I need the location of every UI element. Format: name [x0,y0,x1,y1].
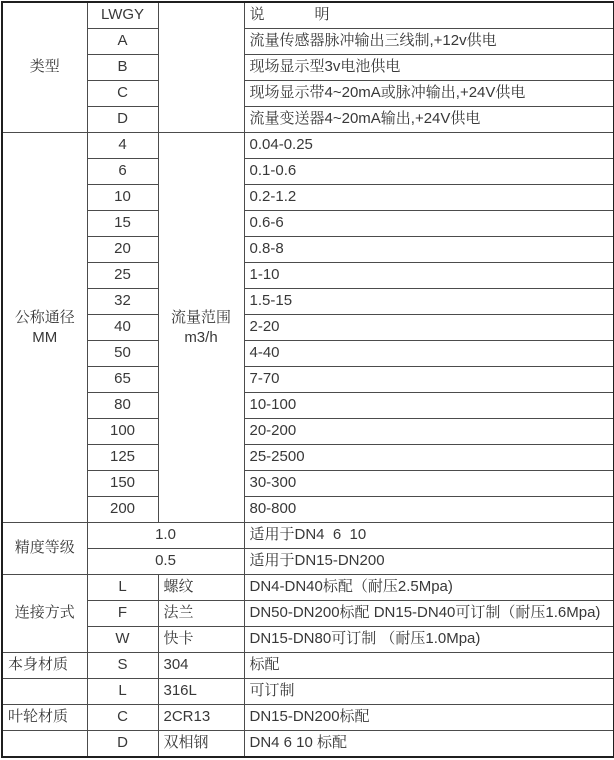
connection-code: F [87,601,158,627]
type-desc: 现场显示带4~20mA或脉冲输出,+24V供电 [244,81,614,107]
body-material-section-label: 本身材质 [2,653,87,679]
table-row [2,2,614,29]
table-row [2,211,614,237]
table-row [2,497,614,523]
body-material-code: L [87,679,158,705]
dn-value: 80 [87,393,158,419]
table-row [2,601,614,627]
connection-name: 法兰 [158,601,244,627]
flow-range-value: 0.8-8 [244,237,614,263]
flow-range-value: 0.1-0.6 [244,159,614,185]
table-row [2,419,614,445]
flow-range-value: 0.6-6 [244,211,614,237]
impeller-material-desc: DN15-DN200标配 [244,705,614,731]
accuracy-value: 1.0 [87,523,244,549]
flow-range-value: 4-40 [244,341,614,367]
body-material-desc: 标配 [244,653,614,679]
table-row [2,107,614,133]
flow-range-value: 10-100 [244,393,614,419]
impeller-material-name: 双相钢 [158,731,244,758]
flow-range-value: 0.04-0.25 [244,133,614,159]
diameter-label-line2: MM [32,328,58,346]
body-material-code: S [87,653,158,679]
connection-name: 螺纹 [158,575,244,601]
connection-desc: DN50-DN200标配 DN15-DN40可订制（耐压1.6Mpa) [244,601,614,627]
table-row [2,575,614,601]
flow-range-value: 80-800 [244,497,614,523]
table-row [2,679,614,705]
flow-range-value: 30-300 [244,471,614,497]
dn-value: 32 [87,289,158,315]
connection-code: W [87,627,158,653]
table-row [2,81,614,107]
impeller-material-empty-label [2,731,87,758]
dn-value: 50 [87,341,158,367]
dn-value: 150 [87,471,158,497]
table-row [2,237,614,263]
connection-section-label: 连接方式 [2,575,87,653]
table-row [2,705,614,731]
impeller-material-name: 2CR13 [158,705,244,731]
table-row [2,133,614,159]
body-material-empty-label [2,679,87,705]
table-row [2,315,614,341]
table-row [2,341,614,367]
dn-value: 125 [87,445,158,471]
table-row [2,159,614,185]
table-row [2,393,614,419]
table-row [2,445,614,471]
body-material-desc: 可订制 [244,679,614,705]
type-code: B [87,55,158,81]
flow-range-value: 7-70 [244,367,614,393]
flow-range-header [158,133,244,523]
impeller-material-section-label: 叶轮材质 [2,705,87,731]
flow-range-value: 2-20 [244,315,614,341]
dn-value: 4 [87,133,158,159]
type-section-label: 类型 [2,2,87,133]
table-row [2,289,614,315]
flow-range-value: 20-200 [244,419,614,445]
accuracy-desc: 适用于DN15-DN200 [244,549,614,575]
diameter-label-line1: 公称通径 [14,308,75,326]
connection-desc: DN15-DN80可订制 （耐压1.0Mpa) [244,627,614,653]
connection-code: L [87,575,158,601]
impeller-material-code: C [87,705,158,731]
type-code: A [87,29,158,55]
type-desc: 流量传感器脉冲输出三线制,+12v供电 [244,29,614,55]
table-row [2,263,614,289]
table-row [2,367,614,393]
table-row [2,627,614,653]
table-row [2,29,614,55]
type-code: D [87,107,158,133]
table-row [2,185,614,211]
flow-range-label-line1: 流量范围 [170,308,231,326]
dn-value: 10 [87,185,158,211]
flow-range-value: 25-2500 [244,445,614,471]
table-row [2,523,614,549]
accuracy-section-label: 精度等级 [2,523,87,575]
model-code-header: LWGY [87,2,158,29]
dn-value: 65 [87,367,158,393]
table-row [2,549,614,575]
impeller-material-code: D [87,731,158,758]
dn-value: 25 [87,263,158,289]
dn-value: 40 [87,315,158,341]
table-row [2,653,614,679]
body-material-name: 316L [158,679,244,705]
accuracy-value: 0.5 [87,549,244,575]
connection-desc: DN4-DN40标配（耐压2.5Mpa) [244,575,614,601]
flow-range-value: 0.2-1.2 [244,185,614,211]
type-code: C [87,81,158,107]
dn-value: 15 [87,211,158,237]
dn-value: 100 [87,419,158,445]
body-material-name: 304 [158,653,244,679]
accuracy-desc: 适用于DN4 6 10 [244,523,614,549]
empty-spacer-cell [158,2,244,133]
type-desc: 流量变送器4~20mA输出,+24V供电 [244,107,614,133]
impeller-material-desc: DN4 6 10 标配 [244,731,614,758]
table-row [2,471,614,497]
table-row [2,55,614,81]
flow-meter-spec-table [1,1,614,758]
flow-range-label-line2: m3/h [184,328,218,346]
description-header: 说 明 [244,2,614,29]
flow-range-value: 1-10 [244,263,614,289]
diameter-section-label [2,133,87,523]
dn-value: 200 [87,497,158,523]
table-row [2,731,614,758]
dn-value: 20 [87,237,158,263]
connection-name: 快卡 [158,627,244,653]
flow-range-value: 1.5-15 [244,289,614,315]
dn-value: 6 [87,159,158,185]
type-desc: 现场显示型3v电池供电 [244,55,614,81]
